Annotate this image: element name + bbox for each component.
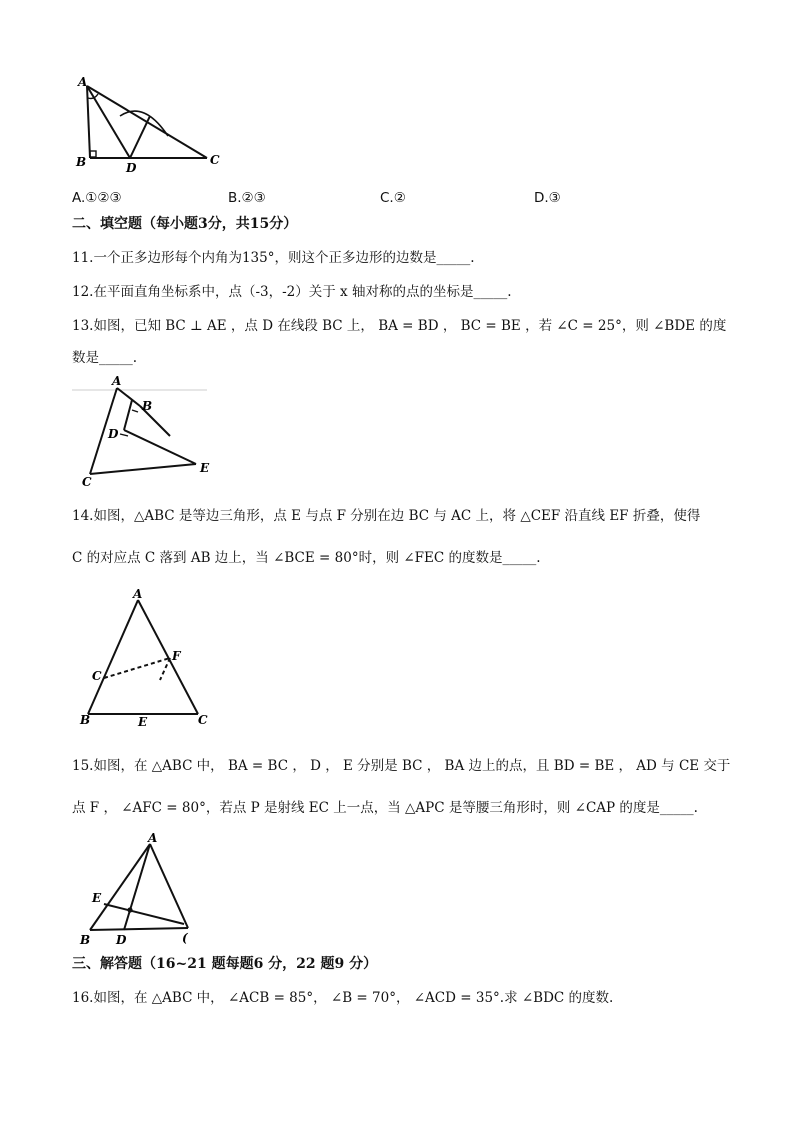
label-c: C (210, 153, 220, 167)
construction-arc (120, 111, 168, 136)
right-angle-mark-b (132, 410, 138, 412)
figure-q15 (78, 832, 204, 950)
section3-title: 三、解答题（16~21 题每题6 分，22 题9 分） (72, 956, 378, 972)
q14-line1: 14.如图，△ABC 是等边三角形，点 E 与点 F 分别在边 BC 与 AC 上，将 △CEF 沿直线 EF 折叠，使得 (72, 508, 701, 524)
segment-ab (88, 600, 138, 714)
label-a: A (133, 587, 143, 601)
segment-ab (87, 86, 90, 158)
q13-line2: 数是_____. (72, 350, 138, 366)
segment-bd (124, 400, 132, 430)
label-c: C (82, 475, 92, 489)
segment-c1-f (104, 658, 170, 678)
label-e: E (200, 461, 210, 475)
label-e: E (92, 891, 102, 905)
label-b: B (142, 399, 153, 413)
option-d: D.③ (534, 190, 561, 206)
figure-q13 (72, 372, 222, 490)
q11-text: 11.一个正多边形每个内角为135°，则这个正多边形的边数是_____. (72, 250, 475, 266)
label-a: A (78, 75, 88, 89)
q14-line2: C 的对应点 C 落到 AB 边上，当 ∠BCE = 80°时，则 ∠FEC 的度数是_____. (72, 550, 541, 566)
segment-ab (90, 844, 150, 930)
point-f (128, 908, 131, 911)
segment-ce (90, 464, 196, 474)
section2-title: 二、填空题（每小题3分，共15分） (72, 216, 298, 232)
q15-line1: 15.如图，在 △ABC 中， BA = BC ， D ， E 分别是 BC ， BA 边上的点，且 BD = BE ， AD 与 CE 交于 (72, 758, 731, 774)
right-angle-mark-d (120, 434, 128, 436)
q13-line1: 13.如图，已知 BC ⊥ AE ，点 D 在线段 BC 上， BA = BD ， BC = BE ，若 ∠C = 25°，则 ∠BDE 的度 (72, 318, 727, 334)
label-b: B (80, 933, 91, 947)
figure-q14 (78, 586, 218, 728)
segment-d-e (124, 430, 196, 464)
label-f: F (172, 649, 181, 663)
segment-ac (138, 600, 198, 714)
label-b: B (80, 713, 91, 727)
segment-ad (124, 844, 150, 930)
label-c: C (198, 713, 208, 727)
segment-ab (117, 388, 140, 406)
segment-ec (104, 904, 184, 924)
label-d: D (116, 933, 127, 947)
label-d: D (126, 161, 137, 175)
label-a: A (112, 374, 122, 388)
label-b: B (76, 155, 87, 169)
segment-ac (150, 844, 188, 928)
segment-ad (87, 86, 130, 158)
option-b: B.②③ (228, 190, 266, 206)
segment-d-arc (130, 116, 150, 158)
option-c: C.② (380, 190, 406, 206)
label-d: D (108, 427, 119, 441)
label-c: ( (182, 931, 188, 945)
option-a: A.①②③ (72, 190, 122, 206)
segment-bc (90, 928, 188, 930)
label-c-prime: C (92, 669, 102, 683)
q12-text: 12.在平面直角坐标系中，点（-3，-2）关于 x 轴对称的点的坐标是_____. (72, 284, 512, 300)
q16-text: 16.如图，在 △ABC 中， ∠ACB = 85°， ∠B = 70°， ∠ACD = 35°.求 ∠BDC 的度数. (72, 990, 614, 1006)
figure-q10 (72, 74, 232, 174)
label-a: A (148, 831, 158, 845)
q15-line2: 点 F ， ∠AFC = 80°，若点 P 是射线 EC 上一点，当 △APC 是等腰三角形时，则 ∠CAP 的度是_____. (72, 800, 698, 816)
label-e: E (138, 715, 148, 729)
